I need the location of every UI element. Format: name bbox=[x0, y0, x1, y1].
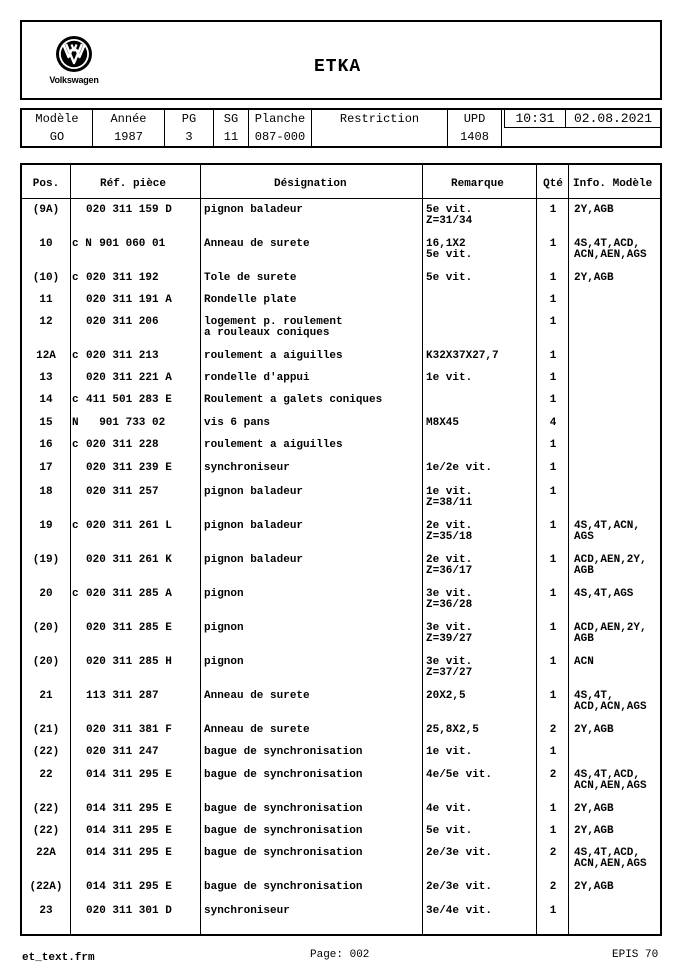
field-value: 3 bbox=[185, 130, 193, 144]
position-cell: 18 bbox=[39, 486, 53, 498]
remark-cell: 4e vit. bbox=[426, 803, 473, 815]
part-number-cell: 014 311 295 E bbox=[86, 769, 172, 781]
designation-cell: Roulement a galets coniques bbox=[204, 394, 383, 406]
part-number-cell: 020 311 191 A bbox=[86, 294, 172, 306]
parts-table bbox=[20, 163, 662, 936]
designation-cell: pignon baladeur bbox=[204, 486, 304, 498]
position-cell: (21) bbox=[32, 724, 60, 736]
header-divider bbox=[22, 198, 660, 199]
prefix-cell: c bbox=[72, 439, 79, 451]
quantity-cell: 1 bbox=[549, 803, 557, 815]
app-title: ETKA bbox=[314, 57, 362, 77]
remark-cell: 1e vit. Z=38/11 bbox=[426, 486, 473, 509]
remark-cell: 16,1X2 5e vit. bbox=[426, 238, 473, 261]
model-info-cell: ACN bbox=[574, 656, 594, 668]
quantity-cell: 1 bbox=[549, 520, 557, 532]
part-number-cell: 020 311 159 D bbox=[86, 204, 172, 216]
quantity-cell: 1 bbox=[549, 238, 557, 250]
field-label: Planche bbox=[254, 112, 306, 126]
position-cell: (20) bbox=[32, 656, 60, 668]
quantity-cell: 1 bbox=[549, 372, 557, 384]
part-number-cell: 020 311 239 E bbox=[86, 462, 172, 474]
field-planche bbox=[249, 110, 312, 146]
remark-cell: 25,8X2,5 bbox=[426, 724, 479, 736]
remark-cell: 3e vit. Z=37/27 bbox=[426, 656, 473, 679]
designation-cell: Tole de surete bbox=[204, 272, 297, 284]
part-number-cell: 020 311 228 bbox=[86, 439, 159, 451]
designation-cell: roulement a aiguilles bbox=[204, 350, 343, 362]
position-cell: 11 bbox=[39, 294, 53, 306]
footer-filename: et_text.frm bbox=[22, 952, 95, 964]
part-number-cell: 901 060 01 bbox=[86, 238, 166, 250]
part-number-cell: 020 311 301 D bbox=[86, 905, 172, 917]
model-info-cell: 2Y,AGB bbox=[574, 825, 614, 837]
position-cell: 15 bbox=[39, 417, 53, 429]
date-display: 02.08.2021 bbox=[566, 110, 660, 128]
table-row[interactable] bbox=[22, 623, 660, 657]
position-cell: 10 bbox=[39, 238, 53, 250]
position-cell: 23 bbox=[39, 905, 53, 917]
quantity-cell: 1 bbox=[549, 690, 557, 702]
quantity-cell: 1 bbox=[549, 554, 557, 566]
table-row[interactable] bbox=[22, 487, 660, 521]
designation-cell: pignon baladeur bbox=[204, 520, 304, 532]
position-cell: 13 bbox=[39, 372, 53, 384]
remark-cell: 3e/4e vit. bbox=[426, 905, 493, 917]
column-header-qte: Qté bbox=[543, 178, 563, 190]
designation-cell: pignon bbox=[204, 656, 244, 668]
part-number-cell: 020 311 257 bbox=[86, 486, 159, 498]
prefix-cell: N bbox=[72, 417, 79, 429]
prefix-cell: c bbox=[72, 520, 79, 532]
quantity-cell: 1 bbox=[549, 394, 557, 406]
position-cell: 19 bbox=[39, 520, 53, 532]
designation-cell: logement p. roulement a rouleaux coniques bbox=[204, 316, 343, 339]
quantity-cell: 1 bbox=[549, 825, 557, 837]
quantity-cell: 1 bbox=[549, 905, 557, 917]
quantity-cell: 1 bbox=[549, 204, 557, 216]
field-label: PG bbox=[181, 112, 197, 126]
remark-cell: 2e/3e vit. bbox=[426, 881, 493, 893]
field-sg bbox=[214, 110, 249, 146]
designation-cell: synchroniseur bbox=[204, 905, 290, 917]
header-panel bbox=[20, 20, 662, 100]
position-cell: 22 bbox=[39, 769, 53, 781]
quantity-cell: 1 bbox=[549, 272, 557, 284]
remark-cell: 20X2,5 bbox=[426, 690, 466, 702]
position-cell: 22A bbox=[36, 847, 56, 859]
part-number-cell: 020 311 213 bbox=[86, 350, 159, 362]
remark-cell: 5e vit. bbox=[426, 272, 473, 284]
prefix-cell: c bbox=[72, 588, 79, 600]
remark-cell: 3e vit. Z=39/27 bbox=[426, 622, 473, 645]
field-model bbox=[22, 110, 93, 146]
part-number-cell: 020 311 247 bbox=[86, 746, 159, 758]
designation-cell: bague de synchronisation bbox=[204, 769, 363, 781]
part-number-cell: 020 311 221 A bbox=[86, 372, 172, 384]
table-row[interactable] bbox=[22, 770, 660, 804]
position-cell: 21 bbox=[39, 690, 53, 702]
quantity-cell: 1 bbox=[549, 588, 557, 600]
part-number-cell: 411 501 283 E bbox=[86, 394, 172, 406]
remark-cell: 1e vit. bbox=[426, 746, 473, 758]
designation-cell: Anneau de surete bbox=[204, 724, 310, 736]
model-info-cell: 2Y,AGB bbox=[574, 204, 614, 216]
footer-system: EPIS 70 bbox=[612, 949, 659, 961]
remark-cell: 1e vit. bbox=[426, 372, 473, 384]
part-number-cell: 014 311 295 E bbox=[86, 825, 172, 837]
field-value: 1408 bbox=[460, 130, 489, 144]
part-number-cell: 014 311 295 E bbox=[86, 803, 172, 815]
quantity-cell: 1 bbox=[549, 316, 557, 328]
table-row[interactable] bbox=[22, 657, 660, 691]
field-upd bbox=[448, 110, 502, 146]
table-row[interactable] bbox=[22, 848, 660, 882]
position-cell: 14 bbox=[39, 394, 53, 406]
designation-cell: bague de synchronisation bbox=[204, 825, 363, 837]
footer-page: Page: 002 bbox=[310, 949, 370, 961]
position-cell: (10) bbox=[32, 272, 60, 284]
field-value: 11 bbox=[223, 130, 239, 144]
remark-cell: 5e vit. bbox=[426, 825, 473, 837]
model-info-cell: 4S,4T, ACD,ACN,AGS bbox=[574, 690, 647, 713]
designation-cell: rondelle d'appui bbox=[204, 372, 310, 384]
designation-cell: roulement a aiguilles bbox=[204, 439, 343, 451]
model-info-cell: 4S,4T,AGS bbox=[574, 588, 634, 600]
designation-cell: bague de synchronisation bbox=[204, 847, 363, 859]
quantity-cell: 1 bbox=[549, 746, 557, 758]
quantity-cell: 1 bbox=[549, 656, 557, 668]
model-info-cell: 2Y,AGB bbox=[574, 272, 614, 284]
field-value: 1987 bbox=[114, 130, 143, 144]
part-number-cell: 014 311 295 E bbox=[86, 847, 172, 859]
field-value: GO bbox=[49, 130, 65, 144]
quantity-cell: 1 bbox=[549, 294, 557, 306]
position-cell: (22) bbox=[32, 803, 60, 815]
field-pg bbox=[165, 110, 214, 146]
position-cell: 12 bbox=[39, 316, 53, 328]
field-restriction bbox=[312, 110, 448, 146]
column-header-info: Info. Modèle bbox=[573, 178, 653, 190]
position-cell: 16 bbox=[39, 439, 53, 451]
position-cell: (9A) bbox=[32, 204, 60, 216]
brand-name: Volkswagen bbox=[49, 75, 99, 85]
volkswagen-logo bbox=[46, 35, 102, 97]
field-label: Année bbox=[110, 112, 147, 126]
designation-cell: bague de synchronisation bbox=[204, 746, 363, 758]
position-cell: 17 bbox=[39, 462, 53, 474]
model-info-cell: ACD,AEN,2Y, AGB bbox=[574, 622, 647, 645]
part-number-cell: 020 311 261 K bbox=[86, 554, 172, 566]
model-info-cell: 4S,4T,ACD, ACN,AEN,AGS bbox=[574, 238, 647, 261]
remark-cell: 2e vit. Z=36/17 bbox=[426, 554, 473, 577]
table-row[interactable] bbox=[22, 589, 660, 623]
position-cell: 12A bbox=[36, 350, 56, 362]
designation-cell: vis 6 pans bbox=[204, 417, 271, 429]
table-row[interactable] bbox=[22, 239, 660, 273]
table-row[interactable] bbox=[22, 205, 660, 239]
part-number-cell: 901 733 02 bbox=[86, 417, 166, 429]
column-header-remarque: Remarque bbox=[451, 178, 504, 190]
table-row[interactable] bbox=[22, 555, 660, 589]
position-cell: (19) bbox=[32, 554, 60, 566]
model-info-cell: 4S,4T,ACD, ACN,AEN,AGS bbox=[574, 847, 647, 870]
column-header-pos: Pos. bbox=[32, 178, 60, 190]
designation-cell: Anneau de surete bbox=[204, 690, 310, 702]
field-value: 087-000 bbox=[254, 130, 306, 144]
remark-cell: 2e/3e vit. bbox=[426, 847, 493, 859]
model-info-cell: 2Y,AGB bbox=[574, 881, 614, 893]
remark-cell: 2e vit. Z=35/18 bbox=[426, 520, 473, 543]
prefix-cell: c bbox=[72, 394, 79, 406]
position-cell: (20) bbox=[32, 622, 60, 634]
part-number-cell: 113 311 287 bbox=[86, 690, 159, 702]
remark-cell: 4e/5e vit. bbox=[426, 769, 493, 781]
designation-cell: Anneau de surete bbox=[204, 238, 310, 250]
designation-cell: pignon baladeur bbox=[204, 554, 304, 566]
designation-cell: pignon baladeur bbox=[204, 204, 304, 216]
position-cell: (22) bbox=[32, 746, 60, 758]
quantity-cell: 1 bbox=[549, 350, 557, 362]
quantity-cell: 2 bbox=[549, 769, 557, 781]
designation-cell: bague de synchronisation bbox=[204, 881, 363, 893]
position-cell: (22) bbox=[32, 825, 60, 837]
vw-logo-icon bbox=[55, 35, 93, 73]
quantity-cell: 1 bbox=[549, 622, 557, 634]
quantity-cell: 1 bbox=[549, 439, 557, 451]
remark-cell: 3e vit. Z=36/28 bbox=[426, 588, 473, 611]
field-label: UPD bbox=[463, 112, 486, 126]
field-year bbox=[93, 110, 165, 146]
column-header-ref: Réf. pièce bbox=[100, 178, 167, 190]
part-number-cell: 020 311 285 E bbox=[86, 622, 172, 634]
quantity-cell: 2 bbox=[549, 881, 557, 893]
part-number-cell: 020 311 206 bbox=[86, 316, 159, 328]
field-label: SG bbox=[223, 112, 239, 126]
part-number-cell: 020 311 192 bbox=[86, 272, 159, 284]
position-cell: 20 bbox=[39, 588, 53, 600]
quantity-cell: 4 bbox=[549, 417, 557, 429]
designation-cell: Rondelle plate bbox=[204, 294, 297, 306]
designation-cell: bague de synchronisation bbox=[204, 803, 363, 815]
info-bar bbox=[20, 108, 662, 148]
quantity-cell: 2 bbox=[549, 847, 557, 859]
prefix-cell: c bbox=[72, 272, 79, 284]
part-number-cell: 014 311 295 E bbox=[86, 881, 172, 893]
model-info-cell: 2Y,AGB bbox=[574, 724, 614, 736]
model-info-cell: 2Y,AGB bbox=[574, 803, 614, 815]
remark-cell: K32X37X27,7 bbox=[426, 350, 499, 362]
remark-cell: 1e/2e vit. bbox=[426, 462, 493, 474]
prefix-cell: c bbox=[72, 350, 79, 362]
table-row[interactable] bbox=[22, 691, 660, 725]
time-display: 10:31 bbox=[504, 110, 566, 128]
quantity-cell: 1 bbox=[549, 462, 557, 474]
prefix-cell: c N bbox=[72, 238, 92, 250]
model-info-cell: 4S,4T,ACD, ACN,AEN,AGS bbox=[574, 769, 647, 792]
column-header-designation: Désignation bbox=[274, 178, 347, 190]
model-info-cell: ACD,AEN,2Y, AGB bbox=[574, 554, 647, 577]
table-row[interactable] bbox=[22, 521, 660, 555]
table-row[interactable] bbox=[22, 906, 660, 940]
model-info-cell: 4S,4T,ACN, AGS bbox=[574, 520, 641, 543]
part-number-cell: 020 311 381 F bbox=[86, 724, 172, 736]
designation-cell: pignon bbox=[204, 588, 244, 600]
part-number-cell: 020 311 261 L bbox=[86, 520, 172, 532]
field-label: Restriction bbox=[339, 112, 420, 126]
part-number-cell: 020 311 285 A bbox=[86, 588, 172, 600]
table-row[interactable] bbox=[22, 317, 660, 351]
field-label: Modèle bbox=[35, 112, 79, 126]
remark-cell: 5e vit. Z=31/34 bbox=[426, 204, 473, 227]
quantity-cell: 1 bbox=[549, 486, 557, 498]
designation-cell: pignon bbox=[204, 622, 244, 634]
position-cell: (22A) bbox=[29, 881, 63, 893]
part-number-cell: 020 311 285 H bbox=[86, 656, 172, 668]
quantity-cell: 2 bbox=[549, 724, 557, 736]
designation-cell: synchroniseur bbox=[204, 462, 290, 474]
remark-cell: M8X45 bbox=[426, 417, 460, 429]
